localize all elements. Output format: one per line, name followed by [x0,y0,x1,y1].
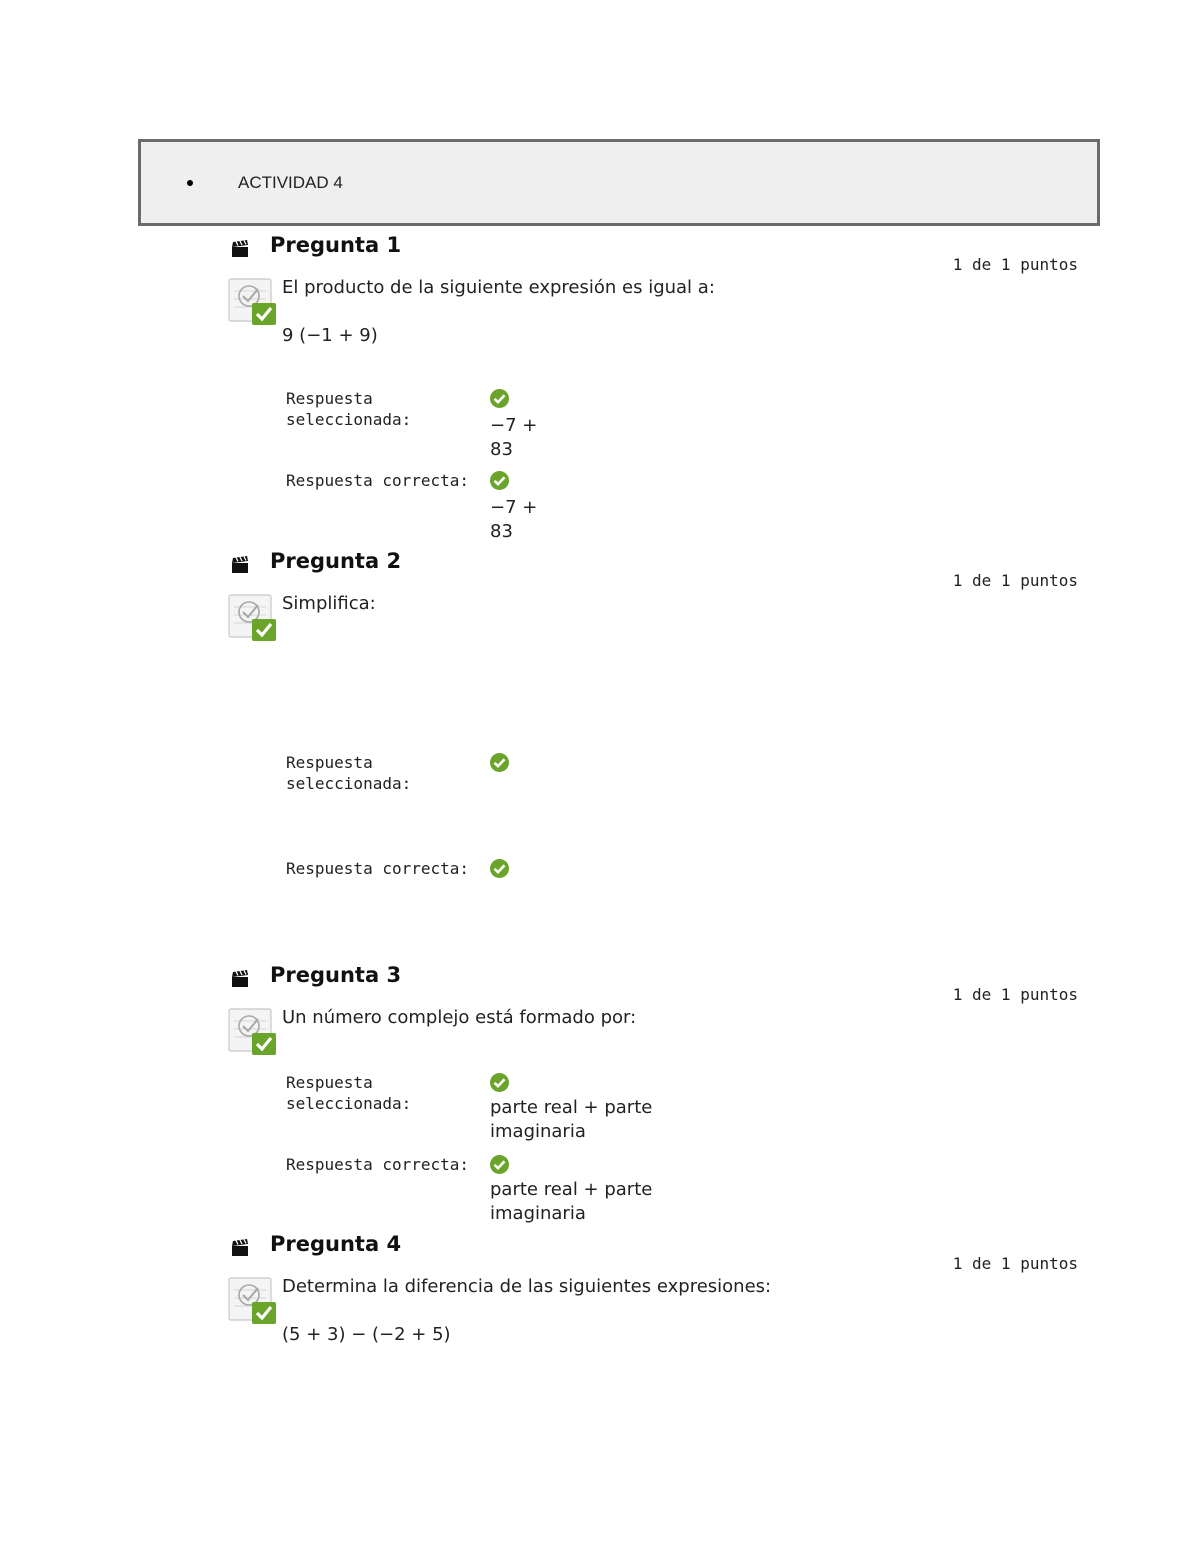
check-icon [489,858,510,879]
selected-answer-label: Respuesta seleccionada: [286,753,412,793]
check-icon [489,470,510,491]
question-points: 1 de 1 puntos [952,571,1078,590]
selected-answer-label: Respuesta seleccionada: [286,1073,412,1113]
activity-title[interactable]: ACTIVIDAD 4 [238,173,343,192]
question-text: Un número complejo está formado por: [282,1007,637,1028]
check-icon [489,388,510,409]
question-title: Pregunta 2 [270,549,402,573]
clapperboard-icon [230,555,250,575]
clapperboard-icon [230,969,250,989]
question-expression: 9 (−1 + 9) [282,325,378,346]
question-text: Determina la diferencia de las siguientes expresiones: [282,1276,772,1297]
correct-status-icon [228,277,278,327]
question-points: 1 de 1 puntos [952,1254,1078,1273]
selected-answer-value: parte real + parte imaginaria [490,1097,653,1142]
selected-answer-label: Respuesta seleccionada: [286,389,412,429]
correct-status-icon [228,1276,278,1326]
correct-answer-value: parte real + parte imaginaria [490,1179,653,1224]
bullet [187,180,193,186]
question-expression: (5 + 3) − (−2 + 5) [282,1324,451,1345]
question-title: Pregunta 3 [270,963,402,987]
correct-status-icon [228,1007,278,1057]
clapperboard-icon [230,239,250,259]
question-points: 1 de 1 puntos [952,985,1078,1004]
correct-status-icon [228,593,278,643]
question-title: Pregunta 4 [270,1232,402,1256]
check-icon [489,1154,510,1175]
correct-answer-label: Respuesta correcta: [286,1155,470,1174]
clapperboard-icon [230,1238,250,1258]
correct-answer-value: −7 + 83 [490,497,538,542]
check-icon [489,752,510,773]
question-title: Pregunta 1 [270,233,402,257]
question-text: El producto de la siguiente expresión es igual a: [282,277,715,298]
question-text: Simplifica: [282,593,376,614]
correct-answer-label: Respuesta correcta: [286,471,470,490]
selected-answer-value: −7 + 83 [490,415,538,460]
activity-header [138,139,1100,226]
question-points: 1 de 1 puntos [952,255,1078,274]
check-icon [489,1072,510,1093]
correct-answer-label: Respuesta correcta: [286,859,470,878]
